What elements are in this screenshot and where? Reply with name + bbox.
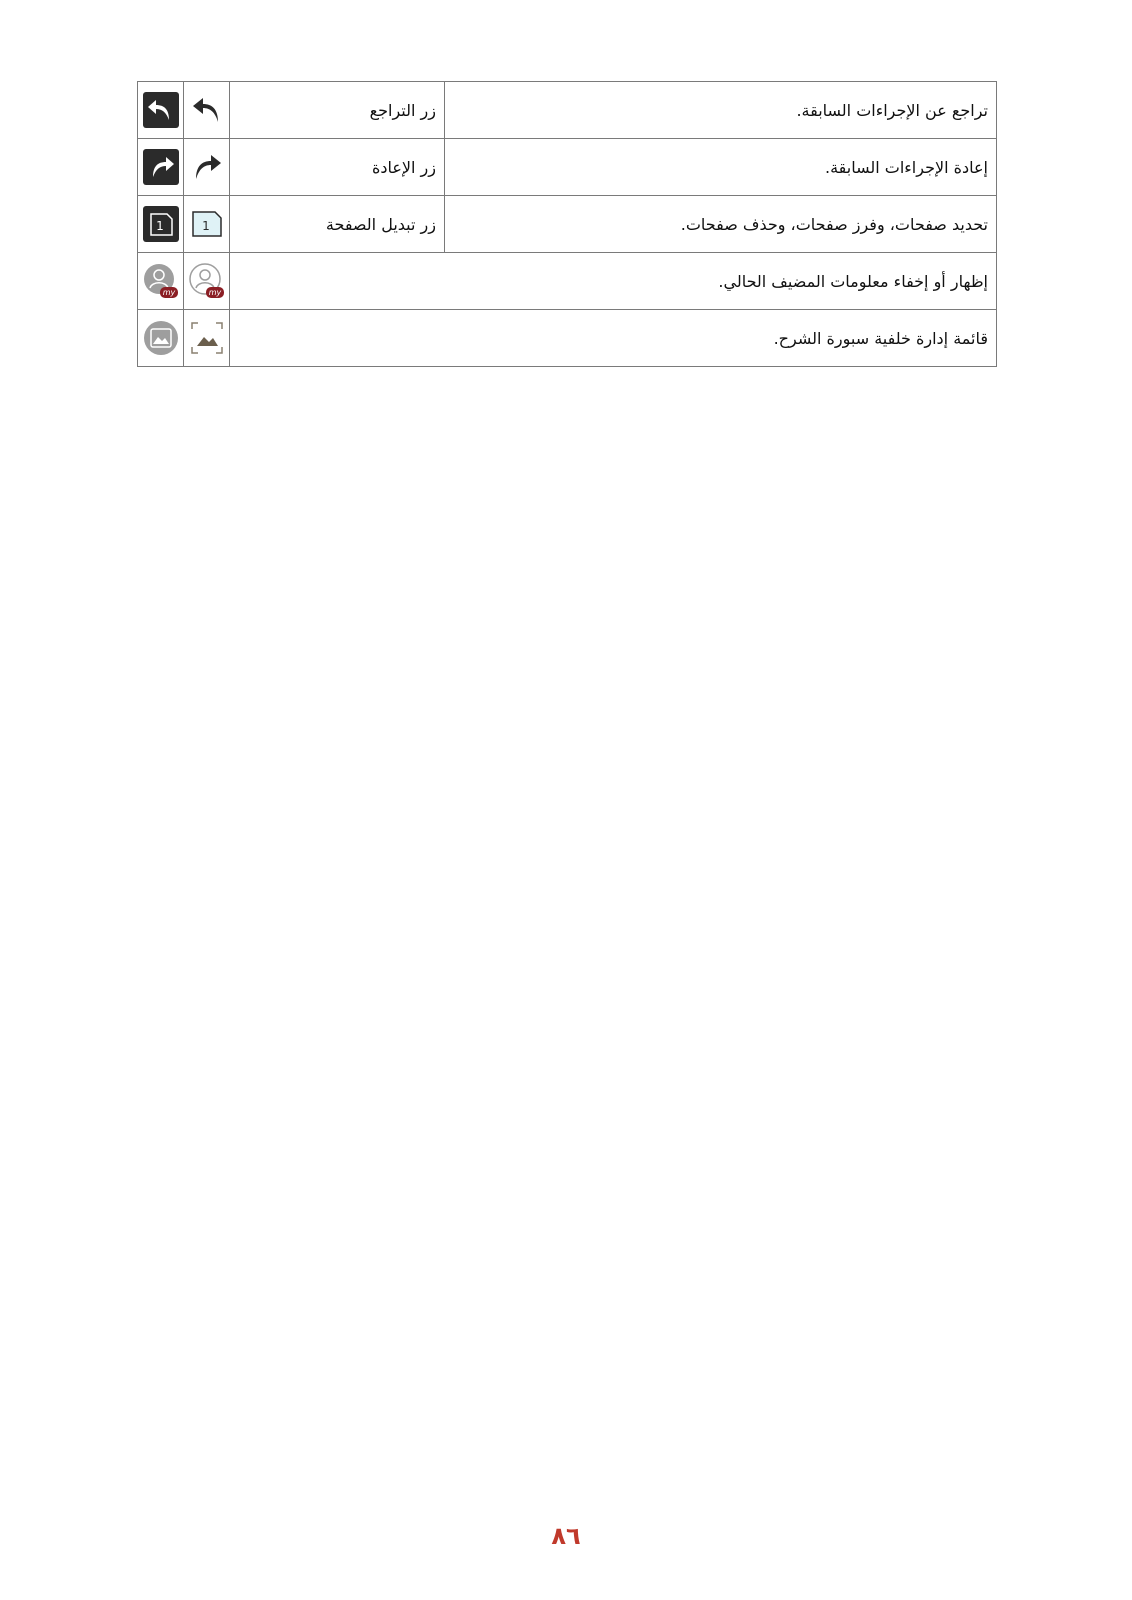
my-host-icon: [188, 262, 226, 300]
icon-cell: [184, 310, 230, 367]
table-row: [138, 253, 997, 310]
redo-icon: [142, 148, 180, 186]
feature-description: تراجع عن الإجراءات السابقة.: [445, 82, 997, 139]
page-switch-icon: [142, 205, 180, 243]
background-icon: [188, 319, 226, 357]
page-number-label: 1: [201, 219, 210, 233]
feature-name: زر الإعادة: [230, 139, 445, 196]
my-badge-label: my: [208, 288, 221, 297]
feature-description: تحديد صفحات، وفرز صفحات، وحذف صفحات.: [445, 196, 997, 253]
my-host-icon: [142, 262, 180, 300]
page-switch-icon: [188, 205, 226, 243]
undo-icon: [142, 91, 180, 129]
table-row: [138, 196, 997, 253]
feature-description: إعادة الإجراءات السابقة.: [445, 139, 997, 196]
icon-cell: [138, 310, 184, 367]
feature-name: زر التراجع: [230, 82, 445, 139]
feature-description: قائمة إدارة خلفية سبورة الشرح.: [230, 310, 997, 367]
undo-icon: [188, 91, 226, 129]
table-row: [138, 139, 997, 196]
icon-cell: [138, 82, 184, 139]
table-row: [138, 310, 997, 367]
my-badge-label: my: [162, 288, 175, 297]
feature-description: إظهار أو إخفاء معلومات المضيف الحالي.: [230, 253, 997, 310]
reference-table: [137, 81, 997, 367]
icon-cell: [184, 253, 230, 310]
icon-cell: [184, 196, 230, 253]
icon-cell: [184, 139, 230, 196]
icon-cell: [184, 82, 230, 139]
page-number: ٨٦: [551, 1522, 581, 1550]
feature-name: زر تبديل الصفحة: [230, 196, 445, 253]
icon-cell: [138, 196, 184, 253]
icon-cell: [138, 253, 184, 310]
icon-cell: [138, 139, 184, 196]
background-icon: [142, 319, 180, 357]
table-row: [138, 82, 997, 139]
redo-icon: [188, 148, 226, 186]
page-number-label: 1: [155, 219, 164, 233]
